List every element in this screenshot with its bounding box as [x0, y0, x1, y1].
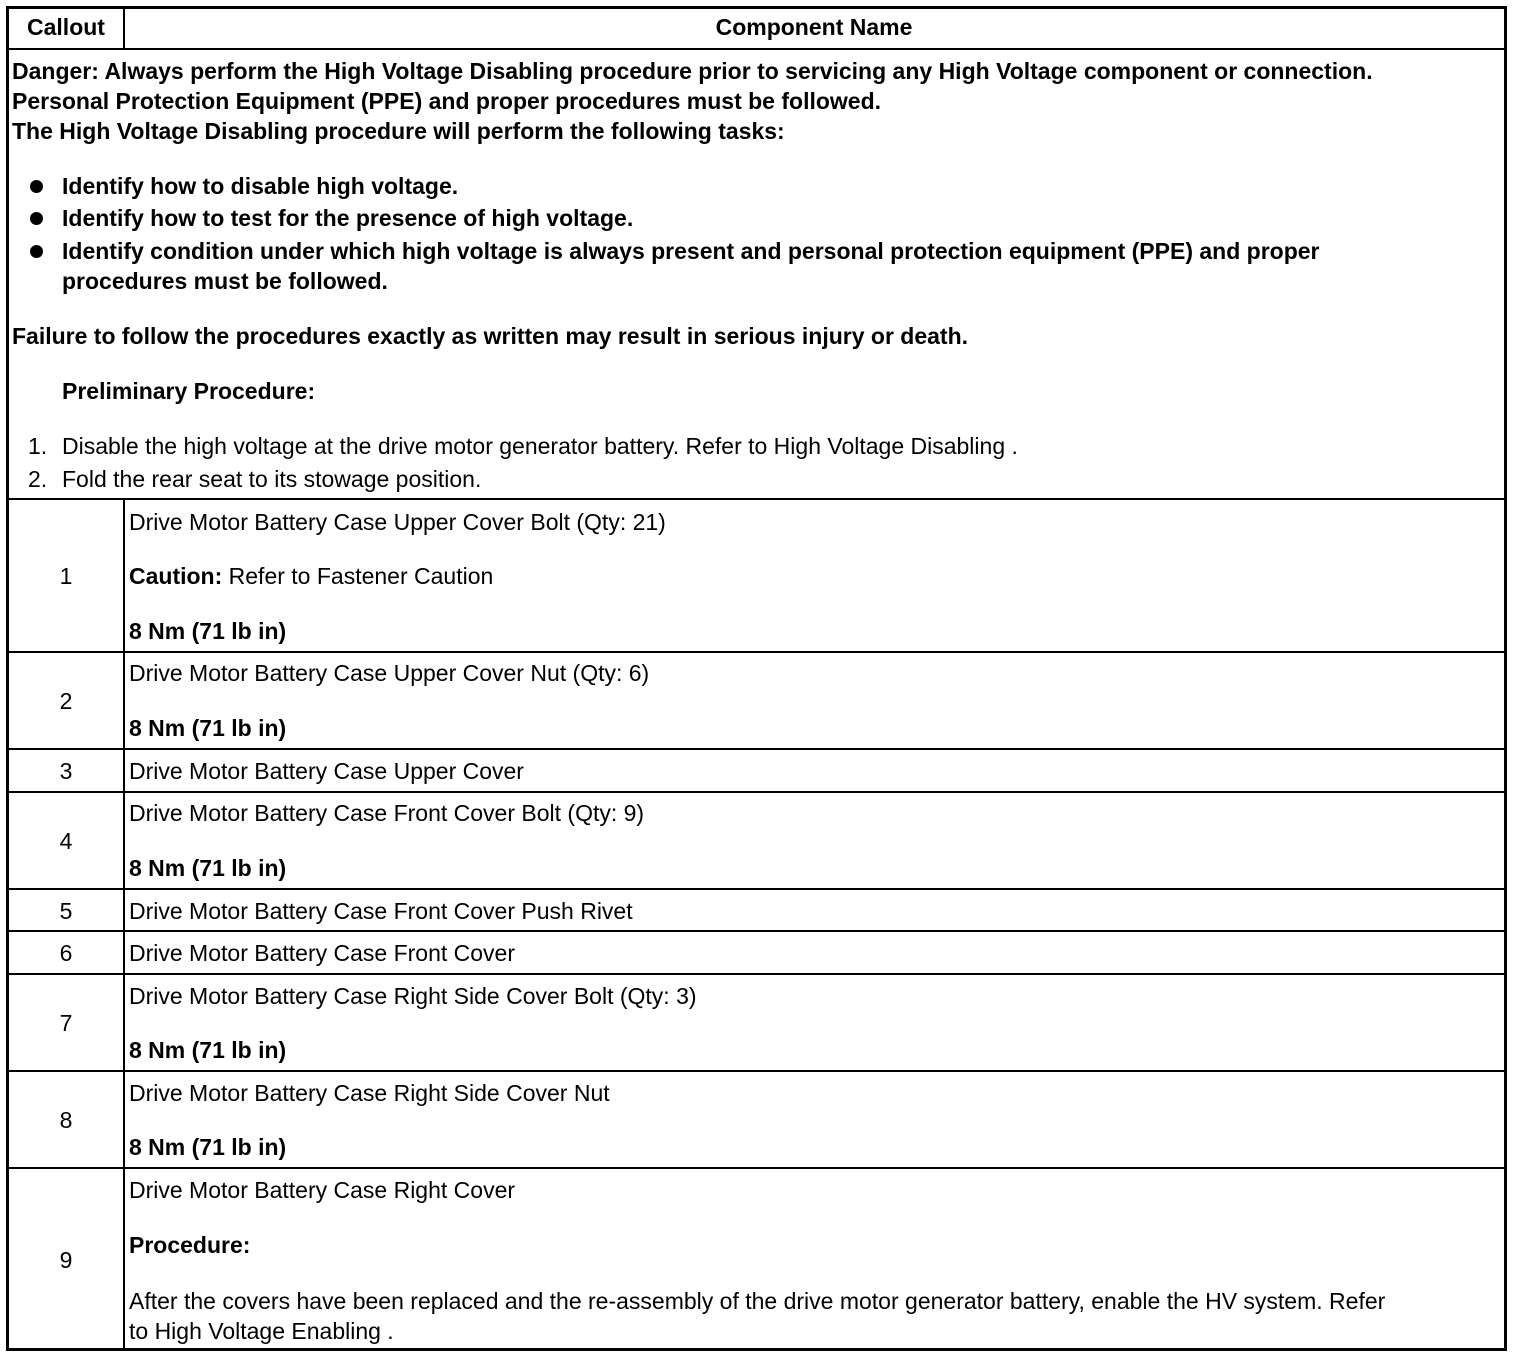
callout-number: 6	[59, 940, 73, 966]
torque-spec: 8 Nm (71 lb in)	[129, 855, 287, 881]
row-divider	[9, 1070, 1504, 1072]
row-divider	[9, 48, 1504, 50]
header-component-name: Component Name	[715, 14, 913, 40]
row-divider	[9, 930, 1504, 932]
failure-warning: Failure to follow the procedures exactly as written may result in serious injury or death.	[12, 323, 969, 349]
bullet-icon	[30, 180, 43, 193]
component-name: Drive Motor Battery Case Upper Cover	[129, 758, 524, 784]
row-divider	[9, 748, 1504, 750]
component-name: Drive Motor Battery Case Upper Cover Bolt (Qty: 21)	[129, 509, 666, 535]
callout-number: 9	[59, 1247, 73, 1273]
component-name: Drive Motor Battery Case Front Cover	[129, 940, 516, 966]
bullet-item-3-cont: procedures must be followed.	[62, 268, 388, 294]
column-divider-rows	[123, 499, 125, 1348]
bullet-icon	[30, 245, 43, 258]
procedure-text-cont: to High Voltage Enabling .	[129, 1318, 394, 1344]
step-number: 1.	[28, 433, 48, 459]
row-divider	[9, 791, 1504, 793]
caution-label: Caution:	[129, 563, 223, 589]
torque-spec: 8 Nm (71 lb in)	[129, 1134, 287, 1160]
step-text: Disable the high voltage at the drive motor generator battery. Refer to High Voltage Disabling .	[62, 433, 1018, 459]
danger-line-3: The High Voltage Disabling procedure will perform the following tasks:	[12, 118, 785, 144]
torque-spec: 8 Nm (71 lb in)	[129, 1037, 287, 1063]
torque-spec: 8 Nm (71 lb in)	[129, 715, 287, 741]
callout-number: 7	[59, 1010, 73, 1036]
callout-number: 5	[59, 898, 73, 924]
bullet-item-1: Identify how to disable high voltage.	[62, 173, 459, 199]
component-name: Drive Motor Battery Case Right Cover	[129, 1177, 516, 1203]
callout-number: 2	[59, 688, 73, 714]
row-divider	[9, 973, 1504, 975]
row-divider	[9, 888, 1504, 890]
component-name: Drive Motor Battery Case Right Side Cover Nut	[129, 1080, 610, 1106]
bullet-item-3: Identify condition under which high voltage is always present and personal protection equipment (PPE) and proper	[62, 238, 1320, 264]
component-name: Drive Motor Battery Case Front Cover Bolt (Qty: 9)	[129, 800, 645, 826]
procedure-label: Procedure:	[129, 1232, 251, 1258]
caution-text: Refer to Fastener Caution	[222, 563, 494, 589]
callout-number: 4	[59, 828, 73, 854]
step-number: 2.	[28, 466, 48, 492]
component-name: Drive Motor Battery Case Front Cover Push Rivet	[129, 898, 633, 924]
step-text: Fold the rear seat to its stowage position.	[62, 466, 482, 492]
procedure-text: After the covers have been replaced and the re-assembly of the drive motor generator battery, enable the HV system. Refer	[129, 1288, 1386, 1314]
danger-line-2: Personal Protection Equipment (PPE) and proper procedures must be followed.	[12, 88, 882, 114]
header-callout: Callout	[27, 14, 105, 40]
bullet-item-2: Identify how to test for the presence of high voltage.	[62, 205, 634, 231]
component-name: Drive Motor Battery Case Right Side Cover Bolt (Qty: 3)	[129, 983, 697, 1009]
torque-spec: 8 Nm (71 lb in)	[129, 618, 287, 644]
component-name: Drive Motor Battery Case Upper Cover Nut (Qty: 6)	[129, 660, 650, 686]
callout-number: 1	[59, 563, 73, 589]
callout-number: 3	[59, 758, 73, 784]
row-divider	[9, 1167, 1504, 1169]
danger-line-1: Danger: Always perform the High Voltage Disabling procedure prior to servicing any High Voltage component or connection.	[12, 58, 1373, 84]
bullet-icon	[30, 212, 43, 225]
row-divider	[9, 651, 1504, 653]
preliminary-title: Preliminary Procedure:	[62, 378, 316, 404]
callout-number: 8	[59, 1107, 73, 1133]
caution-note	[129, 562, 493, 590]
row-divider	[9, 498, 1504, 500]
